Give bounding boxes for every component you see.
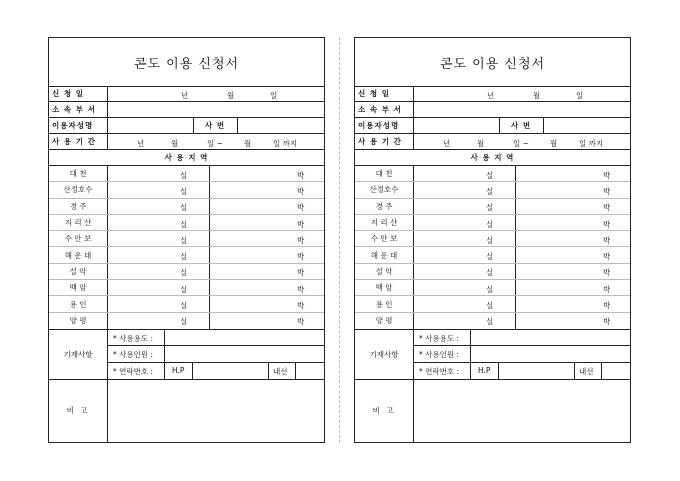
remarks-label: 비 고 xyxy=(66,406,90,415)
rooms-unit[interactable]: 실 xyxy=(486,186,494,196)
region-row xyxy=(49,231,324,247)
usage-field[interactable] xyxy=(165,329,324,345)
nights-unit[interactable]: 박 xyxy=(297,252,305,262)
apply-date-label: 신 청 일 xyxy=(358,89,390,98)
region-name: 수 안 보 xyxy=(370,234,398,244)
period-day-start[interactable]: 일 ~ xyxy=(513,139,529,148)
apply-date-day[interactable]: 일 xyxy=(270,91,278,100)
region-name: 산정호수 xyxy=(63,185,93,195)
apply-date-row xyxy=(49,86,324,102)
nights-unit[interactable]: 박 xyxy=(603,284,611,294)
name-field[interactable] xyxy=(108,118,193,133)
hp-field[interactable] xyxy=(193,362,268,379)
nights-unit[interactable]: 박 xyxy=(297,317,305,327)
people-field[interactable] xyxy=(165,345,324,362)
notes-label: 기재사항 xyxy=(369,349,399,359)
region-header-row xyxy=(49,150,324,166)
people-row xyxy=(413,345,630,363)
rooms-unit[interactable]: 실 xyxy=(180,252,188,262)
period-year[interactable]: 년 xyxy=(443,139,451,148)
contact-label: * 연락번호 : xyxy=(113,367,154,376)
name-label: 이용자성명 xyxy=(358,121,400,130)
contact-label: * 연락번호 : xyxy=(419,367,460,376)
rooms-unit[interactable]: 실 xyxy=(180,186,188,196)
employee-no-field[interactable] xyxy=(544,118,630,133)
region-header: 사 용 지 역 xyxy=(470,153,515,162)
apply-date-month[interactable]: 월 xyxy=(533,91,541,100)
remarks-section xyxy=(355,379,630,442)
nights-unit[interactable]: 박 xyxy=(603,203,611,213)
period-label: 사 용 기 간 xyxy=(52,137,96,146)
rooms-unit[interactable]: 실 xyxy=(180,203,188,213)
rooms-unit[interactable]: 실 xyxy=(180,219,188,229)
region-name: 경 주 xyxy=(69,201,87,211)
region-row xyxy=(49,182,324,198)
region-row xyxy=(49,199,324,215)
usage-row xyxy=(107,329,324,346)
apply-date-year[interactable]: 년 xyxy=(181,91,189,100)
region-name: 해 운 대 xyxy=(370,250,398,260)
apply-date-row xyxy=(355,86,630,102)
extension-label: 내선 xyxy=(273,367,288,376)
form-title-text: 콘도 이용 신청서 xyxy=(439,56,546,72)
page-divider xyxy=(339,37,340,443)
department-field[interactable] xyxy=(414,102,630,117)
region-row xyxy=(49,215,324,231)
name-field[interactable] xyxy=(414,118,499,133)
nights-unit[interactable]: 박 xyxy=(297,284,305,294)
usage-field[interactable] xyxy=(471,329,630,345)
region-row xyxy=(355,215,630,231)
contact-row xyxy=(107,362,324,379)
region-list xyxy=(49,166,324,330)
nights-unit[interactable]: 박 xyxy=(603,235,611,245)
form-title-text: 콘도 이용 신청서 xyxy=(133,56,240,72)
form-title xyxy=(49,38,324,87)
people-label: * 사용인원 : xyxy=(419,350,460,359)
name-row xyxy=(49,118,324,134)
remarks-field[interactable] xyxy=(108,379,324,442)
period-day-start[interactable]: 일 ~ xyxy=(207,139,223,148)
apply-date-month[interactable]: 월 xyxy=(227,91,235,100)
form-title xyxy=(355,38,630,87)
apply-date-year[interactable]: 년 xyxy=(487,91,495,100)
rooms-unit[interactable]: 실 xyxy=(486,170,494,180)
rooms-unit[interactable]: 실 xyxy=(180,284,188,294)
department-row xyxy=(49,102,324,118)
nights-unit[interactable]: 박 xyxy=(603,268,611,278)
department-label: 소 속 부 서 xyxy=(358,105,402,114)
region-row xyxy=(49,248,324,264)
region-name: 대 천 xyxy=(375,169,393,179)
nights-unit[interactable]: 박 xyxy=(297,219,305,229)
name-label: 이용자성명 xyxy=(52,121,94,130)
department-field[interactable] xyxy=(108,102,324,117)
region-name: 용 인 xyxy=(375,299,393,309)
nights-unit[interactable]: 박 xyxy=(603,219,611,229)
nights-unit[interactable]: 박 xyxy=(603,252,611,262)
region-row xyxy=(355,231,630,247)
application-form-right xyxy=(354,37,631,443)
extension-field[interactable] xyxy=(602,362,630,379)
nights-unit[interactable]: 박 xyxy=(603,317,611,327)
region-name: 설 악 xyxy=(69,266,87,276)
name-row xyxy=(355,118,630,134)
rooms-unit[interactable]: 실 xyxy=(180,301,188,311)
nights-unit[interactable]: 박 xyxy=(603,170,611,180)
hp-field[interactable] xyxy=(499,362,574,379)
region-name: 경 주 xyxy=(375,201,393,211)
application-form-left xyxy=(48,37,325,443)
usage-row xyxy=(413,329,630,346)
rooms-unit[interactable]: 실 xyxy=(180,170,188,180)
region-row xyxy=(49,280,324,296)
region-row xyxy=(355,166,630,182)
nights-unit[interactable]: 박 xyxy=(297,170,305,180)
hp-label: H.P xyxy=(172,366,185,375)
region-header: 사 용 지 역 xyxy=(164,153,209,162)
rooms-unit[interactable]: 실 xyxy=(486,235,494,245)
employee-no-field[interactable] xyxy=(238,118,324,133)
contact-row xyxy=(413,362,630,379)
period-month[interactable]: 월 xyxy=(477,139,485,148)
region-header-row xyxy=(355,150,630,166)
region-row xyxy=(49,313,324,329)
notes-section xyxy=(49,329,324,380)
region-name: 용 인 xyxy=(69,299,87,309)
region-name: 양 평 xyxy=(69,316,87,326)
region-name: 백 암 xyxy=(69,283,87,293)
region-row xyxy=(355,264,630,280)
nights-unit[interactable]: 박 xyxy=(603,186,611,196)
rooms-unit[interactable]: 실 xyxy=(486,252,494,262)
rooms-unit[interactable]: 실 xyxy=(486,317,494,327)
department-row xyxy=(355,102,630,118)
region-row xyxy=(355,248,630,264)
nights-unit[interactable]: 박 xyxy=(297,235,305,245)
region-name: 대 천 xyxy=(69,169,87,179)
extension-label: 내선 xyxy=(579,367,594,376)
region-name: 양 평 xyxy=(375,316,393,326)
region-list xyxy=(355,166,630,330)
remarks-field[interactable] xyxy=(414,379,630,442)
region-row xyxy=(355,313,630,329)
usage-label: * 사용용도 : xyxy=(113,334,154,343)
region-name: 설 악 xyxy=(375,266,393,276)
people-row xyxy=(107,345,324,363)
region-row xyxy=(49,166,324,182)
rooms-unit[interactable]: 실 xyxy=(486,203,494,213)
region-row xyxy=(355,296,630,312)
rooms-unit[interactable]: 실 xyxy=(486,268,494,278)
notes-section xyxy=(355,329,630,380)
period-label: 사 용 기 간 xyxy=(358,137,402,146)
region-row xyxy=(355,280,630,296)
rooms-unit[interactable]: 실 xyxy=(180,235,188,245)
apply-date-day[interactable]: 일 xyxy=(576,91,584,100)
nights-unit[interactable]: 박 xyxy=(297,186,305,196)
nights-unit[interactable]: 박 xyxy=(297,268,305,278)
apply-date-label: 신 청 일 xyxy=(52,89,84,98)
employee-no-label: 사 번 xyxy=(205,121,226,130)
nights-unit[interactable]: 박 xyxy=(603,301,611,311)
people-label: * 사용인원 : xyxy=(113,350,154,359)
period-until[interactable]: 일 까지 xyxy=(579,139,604,148)
department-label: 소 속 부 서 xyxy=(52,105,96,114)
rooms-unit[interactable]: 실 xyxy=(180,317,188,327)
region-name: 지 리 산 xyxy=(64,218,92,228)
period-month-end[interactable]: 월 xyxy=(244,139,252,148)
period-year[interactable]: 년 xyxy=(137,139,145,148)
region-row xyxy=(49,296,324,312)
remarks-label: 비 고 xyxy=(372,406,396,415)
region-row xyxy=(49,264,324,280)
region-name: 백 암 xyxy=(375,283,393,293)
rooms-unit[interactable]: 실 xyxy=(486,284,494,294)
region-name: 산정호수 xyxy=(369,185,399,195)
region-name: 지 리 산 xyxy=(370,218,398,228)
remarks-section xyxy=(49,379,324,442)
period-row xyxy=(49,134,324,150)
rooms-unit[interactable]: 실 xyxy=(486,219,494,229)
period-month-end[interactable]: 월 xyxy=(550,139,558,148)
employee-no-label: 사 번 xyxy=(511,121,532,130)
nights-unit[interactable]: 박 xyxy=(297,203,305,213)
period-until[interactable]: 일 까지 xyxy=(273,139,298,148)
region-name: 수 안 보 xyxy=(64,234,92,244)
rooms-unit[interactable]: 실 xyxy=(180,268,188,278)
people-field[interactable] xyxy=(471,345,630,362)
period-row xyxy=(355,134,630,150)
extension-field[interactable] xyxy=(296,362,324,379)
region-row xyxy=(355,182,630,198)
notes-label: 기재사항 xyxy=(63,349,93,359)
hp-label: H.P xyxy=(478,366,491,375)
region-name: 해 운 대 xyxy=(64,250,92,260)
rooms-unit[interactable]: 실 xyxy=(486,301,494,311)
region-row xyxy=(355,199,630,215)
usage-label: * 사용용도 : xyxy=(419,334,460,343)
nights-unit[interactable]: 박 xyxy=(297,301,305,311)
period-month[interactable]: 월 xyxy=(171,139,179,148)
